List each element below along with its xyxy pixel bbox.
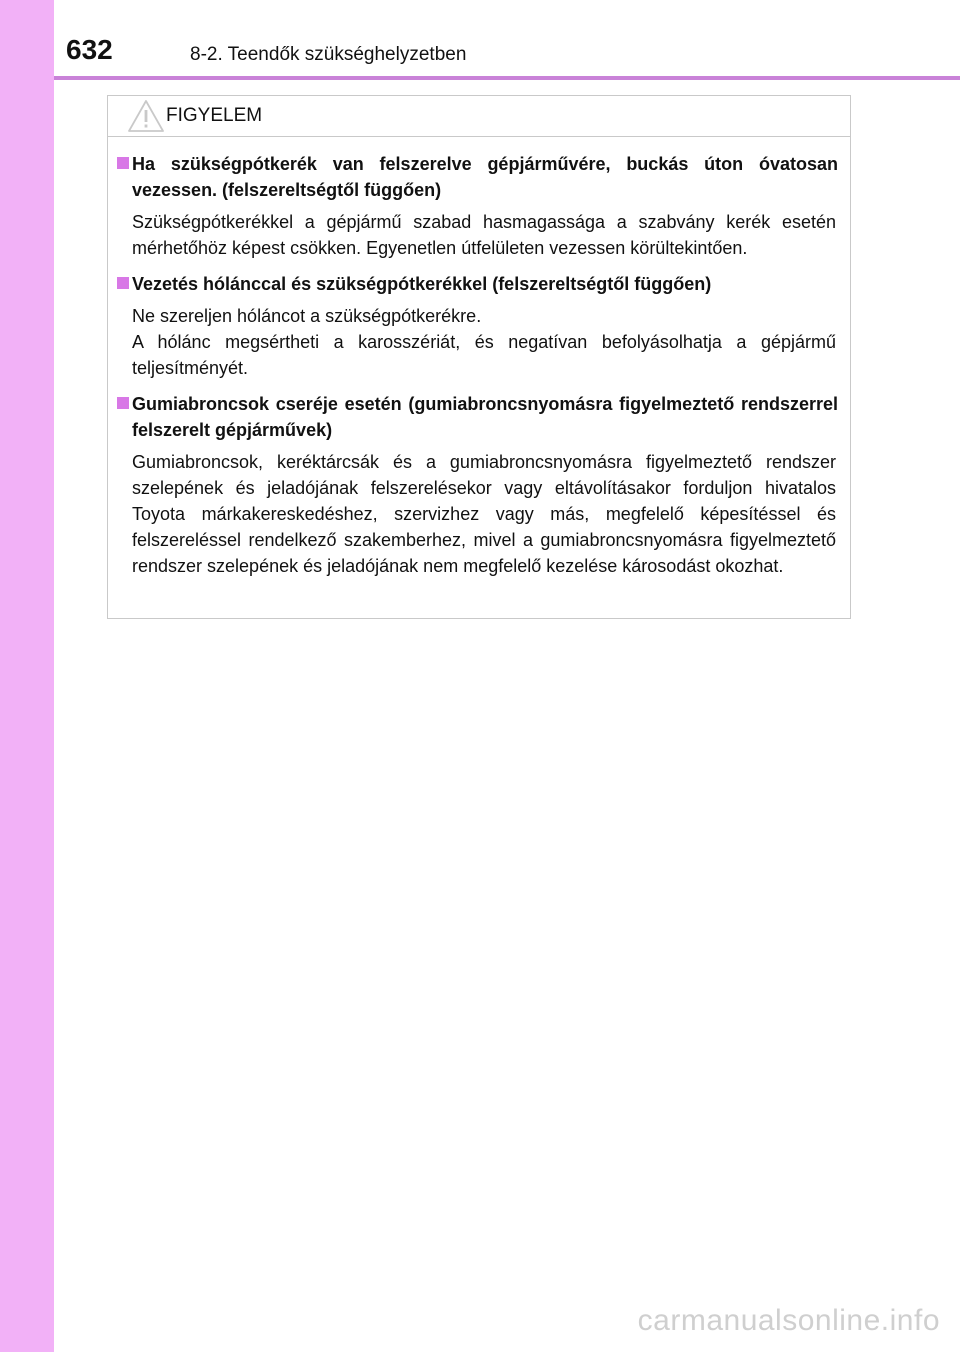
warning-item-text: A hólánc megsértheti a karosszériát, és negatívan befolyásolhatja a gépjármű teljesítményét. <box>132 332 836 378</box>
square-bullet-icon <box>117 397 129 409</box>
warning-item-heading: Ha szükségpótkerék van felszerelve gépjárművére, buckás úton óvatosan vezessen. (felszereltségtől függően) <box>132 154 838 200</box>
warning-box-title: FIGYELEM <box>166 105 263 126</box>
square-bullet-icon <box>117 157 129 169</box>
warning-item-heading: Gumiabroncsok cseréje esetén (gumiabroncsnyomásra figyelmeztető rendszerrel felszerelt gépjárművek) <box>132 394 838 440</box>
section-title: 8-2. Teendők szükséghelyzetben <box>190 44 467 65</box>
warning-triangle-icon <box>126 98 166 134</box>
warning-box-header <box>108 96 850 137</box>
side-color-strip <box>0 0 54 1352</box>
warning-item-text: Ne szereljen hóláncot a szükségpótkerékre. <box>132 306 482 326</box>
square-bullet-icon <box>117 277 129 289</box>
page-number: 632 <box>66 34 113 65</box>
warning-item <box>108 271 850 381</box>
warning-item <box>108 151 850 261</box>
warning-item-text: Szükségpótkerékkel a gépjármű szabad hasmagassága a szabvány kerék esetén mérhetőhöz képest csökken. Egyenetlen útfelületen vezessen körültekintően. <box>132 212 836 258</box>
warning-box-body <box>108 151 850 589</box>
warning-item <box>108 391 850 579</box>
watermark-text: carmanualsonline.info <box>637 1304 940 1337</box>
warning-box <box>107 95 851 619</box>
warning-item-text: Gumiabroncsok, keréktárcsák és a gumiabroncsnyomásra figyelmeztető rendszer szelepének és jeladójának felszerelésekor vagy eltávolításakor forduljon hivatalos Toyota márkakereskedéshez, szervizhez vagy más, megfelelő képesítéssel és felszereléssel rendelkező szakemberhez, mivel a gumiabroncsnyomásra figyelmeztető rendszer szelepének és jeladójának nem megfelelő kezelése károsodást okozhat. <box>132 452 836 576</box>
header-divider <box>54 76 960 80</box>
warning-item-heading: Vezetés hólánccal és szükségpótkerékkel (felszereltségtől függően) <box>132 274 712 294</box>
